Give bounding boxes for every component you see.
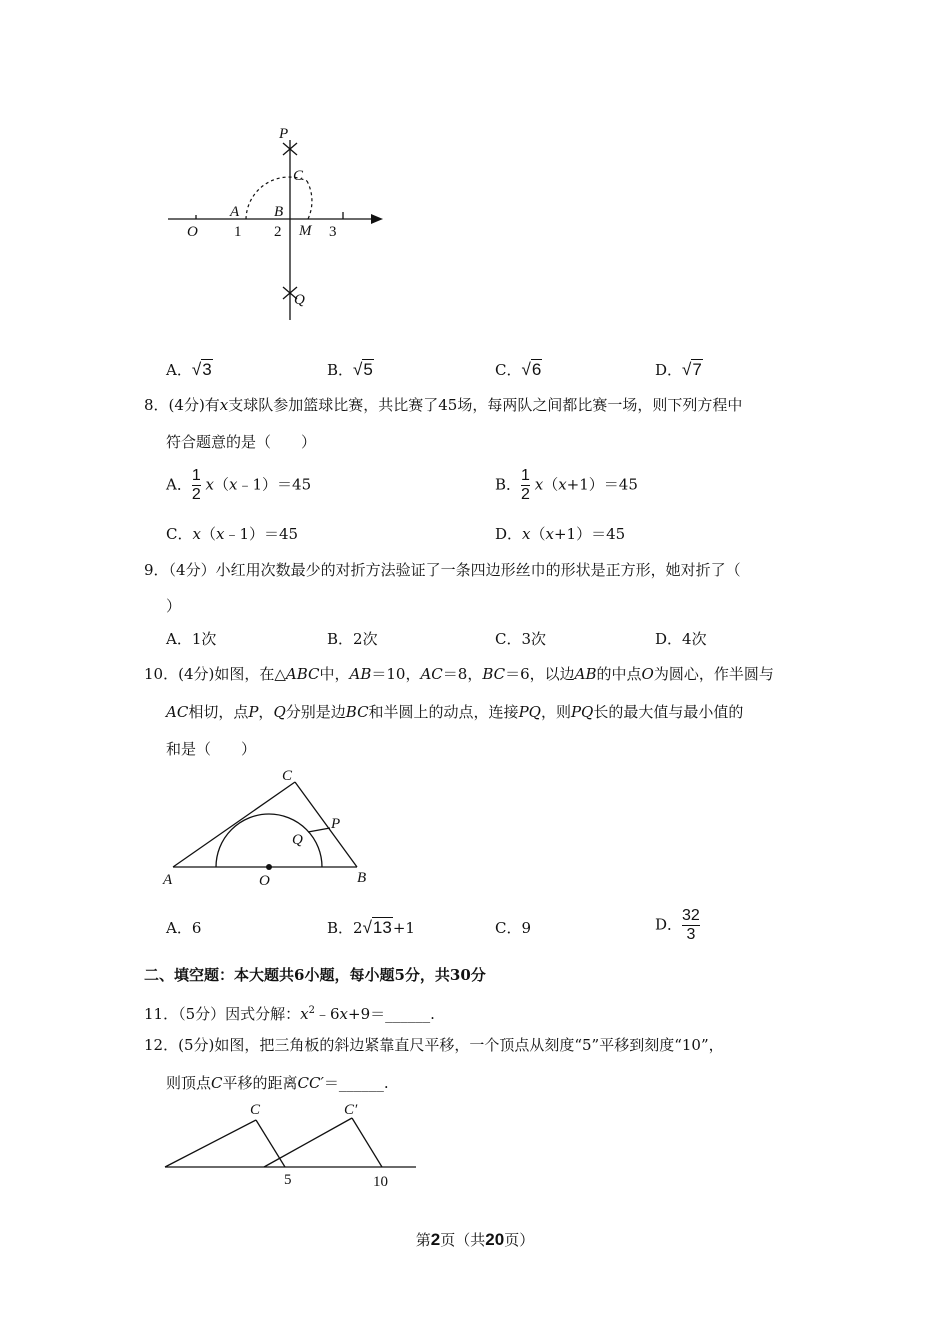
label-A: A bbox=[163, 872, 173, 888]
q8-stem-line1: 8．(4分)有x支球队参加篮球比赛，共比赛了45场，每两队之间都比赛一场，则下列方程中 bbox=[144, 396, 743, 414]
label-A: A bbox=[230, 204, 240, 220]
q8-stem-line2: 符合题意的是（ ） bbox=[166, 433, 317, 451]
label-C: C bbox=[293, 168, 304, 184]
q8-option-d: D．x（x+1）＝45 bbox=[495, 525, 626, 543]
tick-2: 2 bbox=[274, 224, 282, 240]
q10-option-a: A．6 bbox=[166, 919, 202, 937]
label-P: P bbox=[279, 126, 289, 142]
label-B: B bbox=[357, 870, 367, 886]
q9-option-c: C．3次 bbox=[495, 630, 547, 648]
q9-option-a: A．1次 bbox=[166, 630, 217, 648]
q10-stem-line1: 10．(4分)如图，在△ABC中，AB＝10，AC＝8，BC＝6，以边AB的中点O为圆心，作半圆与 bbox=[144, 665, 774, 683]
q10-option-c: C．9 bbox=[495, 919, 532, 937]
q10-stem-line3: 和是（ ） bbox=[166, 740, 257, 758]
q12-stem-line1: 12．(5分)如图，把三角板的斜边紧靠直尺平移，一个顶点从刻度“5”平移到刻度“10”， bbox=[144, 1036, 724, 1054]
label-C: C bbox=[282, 768, 293, 784]
q8-option-c: C．x（x﹣1）＝45 bbox=[166, 525, 299, 543]
q9-stem-line2: ） bbox=[166, 597, 182, 615]
q12-stem-line2: 则顶点C平移的距离CC′＝______. bbox=[166, 1074, 389, 1092]
tick-10: 10 bbox=[373, 1174, 388, 1190]
q11-stem: 11．（5分）因式分解：$x^2﹣6x+9=\_\_\_\_\_\_$. bbox=[144, 1005, 435, 1023]
label-O: O bbox=[259, 873, 270, 889]
q9-stem-line1: 9．（4分）小红用次数最少的对折方法验证了一条四边形丝巾的形状是正方形，她对折了（ bbox=[144, 561, 741, 579]
label-C-prime: C′ bbox=[344, 1102, 358, 1118]
page-footer: 第2页（共20页） bbox=[415, 1230, 535, 1249]
q7-option-c: C．√6 bbox=[495, 360, 542, 379]
label-O: O bbox=[187, 224, 198, 240]
q7-option-a: A．√3 bbox=[166, 360, 212, 379]
q9-option-b: B．2次 bbox=[327, 630, 378, 648]
label-P: P bbox=[331, 816, 341, 832]
label-Q: Q bbox=[292, 832, 303, 848]
tick-5: 5 bbox=[284, 1172, 292, 1188]
label-B: B bbox=[274, 204, 284, 220]
q8-option-a: A． $\frac{1}{2}$ x（x﹣1）＝45 bbox=[166, 467, 312, 503]
label-C: C bbox=[250, 1102, 261, 1118]
q10-option-d: D． $\frac{32}{3}$ bbox=[655, 907, 700, 943]
q9-option-d: D．4次 bbox=[655, 630, 707, 648]
label-Q: Q bbox=[294, 292, 305, 308]
section-heading: 二、填空题：本大题共6小题，每小题5分，共30分 bbox=[144, 966, 486, 984]
label-M: M bbox=[299, 223, 312, 239]
q7-option-b: B．√5 bbox=[327, 360, 373, 379]
tick-1: 1 bbox=[234, 224, 242, 240]
tick-3: 3 bbox=[329, 224, 337, 240]
q7-option-d: D．√7 bbox=[655, 360, 702, 379]
q8-option-b: B． $\frac{1}{2}$ x（x+1）＝45 bbox=[495, 467, 638, 503]
q10-option-b: B．2√13+1 bbox=[327, 918, 415, 937]
q10-stem-line2: AC相切，点P，Q分别是边BC和半圆上的动点，连接PQ，则PQ长的最大值与最小值的 bbox=[166, 703, 744, 721]
